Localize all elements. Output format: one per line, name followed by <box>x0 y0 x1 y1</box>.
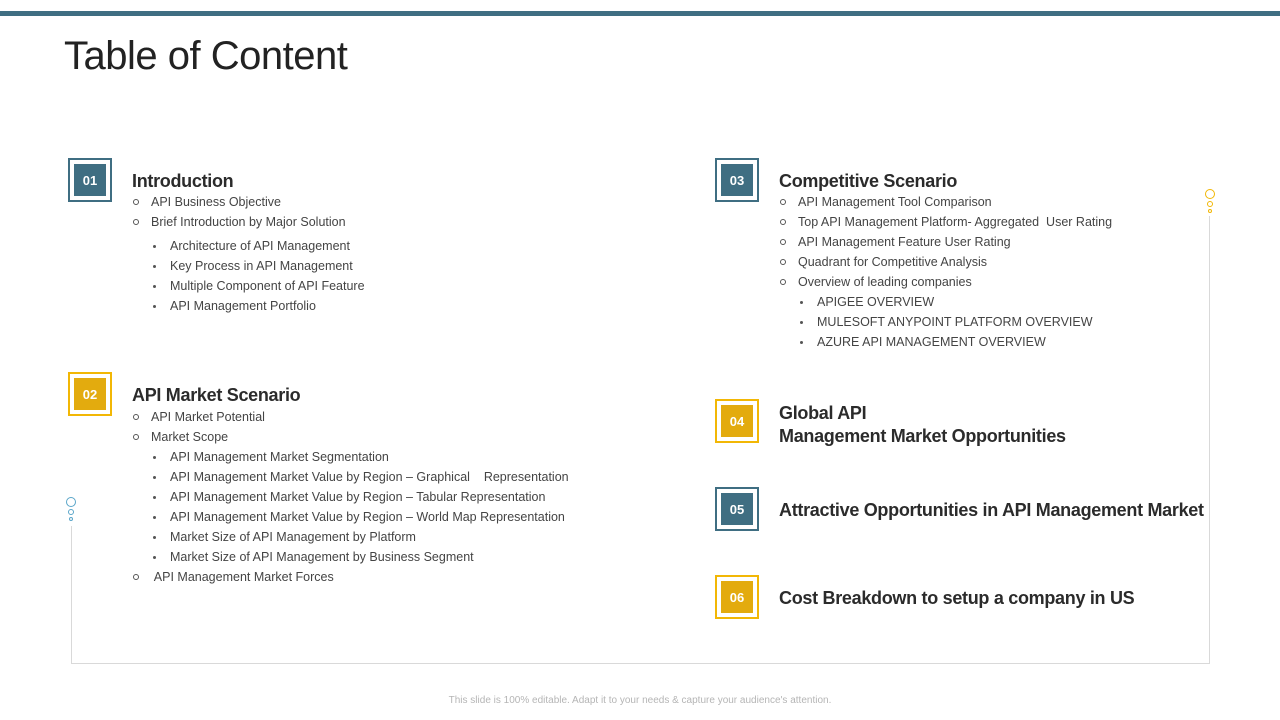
section-04-title-line2: Management Market Opportunities <box>779 426 1066 446</box>
section-04-title-line1: Global API <box>779 403 867 423</box>
list-item: Architecture of API Management <box>132 236 365 256</box>
footer-note: This slide is 100% editable. Adapt it to your needs & capture your audience's attention. <box>448 695 832 706</box>
list-item: API Management Market Value by Region – Tabular Representation <box>132 487 569 507</box>
list-item: API Management Portfolio <box>132 296 365 316</box>
list-item: Overview of leading companies <box>779 272 1112 292</box>
section-02-number: 02 <box>74 378 106 410</box>
section-04-number: 04 <box>721 405 753 437</box>
section-03-list <box>779 192 1112 352</box>
decorative-dots-left <box>65 497 77 525</box>
list-item: API Management Market Forces <box>132 567 569 587</box>
section-03-title: Competitive Scenario <box>779 171 958 191</box>
list-item: API Market Potential <box>132 407 569 427</box>
list-item: Quadrant for Competitive Analysis <box>779 252 1112 272</box>
section-03-badge <box>715 158 759 202</box>
frame-line-left <box>71 526 72 663</box>
section-01-list <box>132 192 365 316</box>
section-03-number: 03 <box>721 164 753 196</box>
section-05-title: Attractive Opportunities in API Management Market <box>779 500 1204 520</box>
section-01-number: 01 <box>74 164 106 196</box>
section-05-number: 05 <box>721 493 753 525</box>
list-item: API Management Feature User Rating <box>779 232 1112 252</box>
list-item: Key Process in API Management <box>132 256 365 276</box>
section-06-badge <box>715 575 759 619</box>
list-item: API Management Market Value by Region – World Map Representation <box>132 507 569 527</box>
top-accent-bar <box>0 11 1280 16</box>
section-02-title: API Market Scenario <box>132 385 301 405</box>
section-04-title <box>779 402 1066 448</box>
list-item: API Business Objective <box>132 192 365 212</box>
list-item: Brief Introduction by Major Solution <box>132 212 365 232</box>
list-item: API Management Market Segmentation <box>132 447 569 467</box>
section-06-number: 06 <box>721 581 753 613</box>
list-item: MULESOFT ANYPOINT PLATFORM OVERVIEW <box>779 312 1112 332</box>
decorative-dots-right <box>1204 189 1216 217</box>
frame-line-bottom <box>71 663 1210 664</box>
section-06-title: Cost Breakdown to setup a company in US <box>779 588 1135 608</box>
section-01-title: Introduction <box>132 171 234 191</box>
list-item: Market Size of API Management by Platform <box>132 527 569 547</box>
section-02-list <box>132 407 569 587</box>
frame-line-right <box>1209 216 1210 664</box>
list-item: Market Scope <box>132 427 569 447</box>
section-04-badge <box>715 399 759 443</box>
list-item: Market Size of API Management by Business Segment <box>132 547 569 567</box>
section-05-badge <box>715 487 759 531</box>
page-title: Table of Content <box>64 34 348 78</box>
list-item: Multiple Component of API Feature <box>132 276 365 296</box>
list-item: API Management Market Value by Region – Graphical Representation <box>132 467 569 487</box>
list-item: AZURE API MANAGEMENT OVERVIEW <box>779 332 1112 352</box>
section-01-badge <box>68 158 112 202</box>
section-02-badge <box>68 372 112 416</box>
list-item: API Management Tool Comparison <box>779 192 1112 212</box>
list-item: Top API Management Platform- Aggregated User Rating <box>779 212 1112 232</box>
list-item: APIGEE OVERVIEW <box>779 292 1112 312</box>
